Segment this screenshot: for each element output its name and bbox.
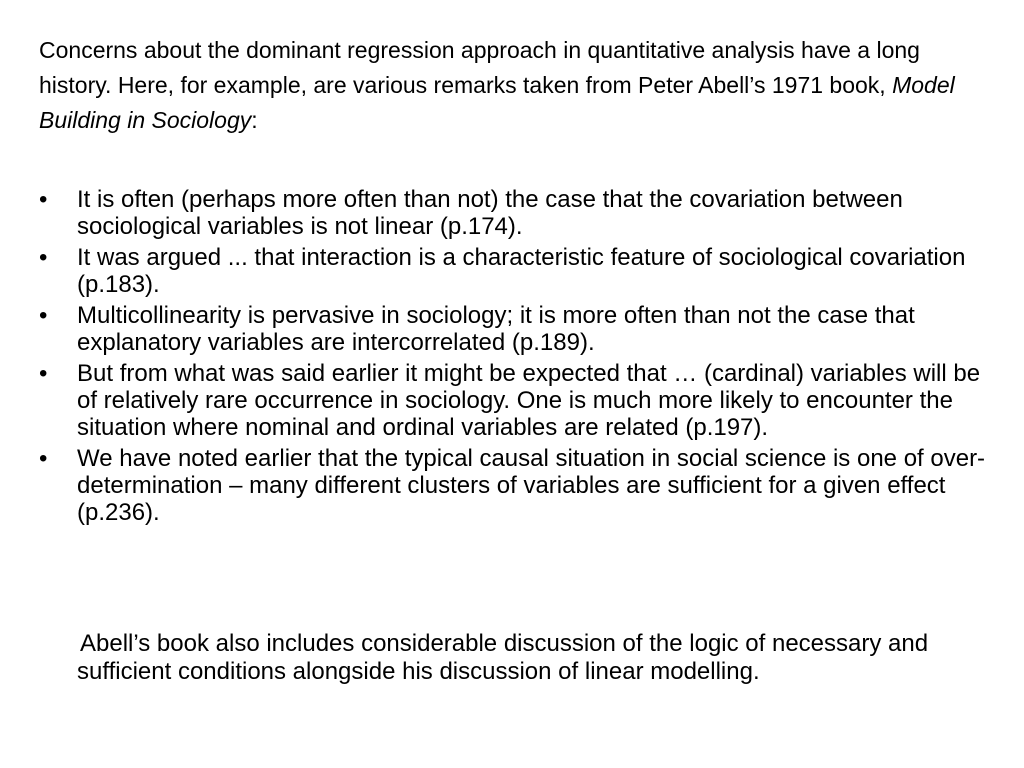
intro-paragraph <box>39 33 989 138</box>
closing-paragraph <box>77 630 977 686</box>
quote-list <box>39 186 999 530</box>
list-item <box>39 186 999 240</box>
intro-text-before: Concerns about the dominant regression approach in quantitative analysis have a long history. Here, for example, are various remarks taken from Peter Abell’s 1971 book, <box>39 37 920 98</box>
list-item-text: Multicollinearity is pervasive in sociology; it is more often than not the case that explanatory variables are intercorrelated (p.189). <box>77 302 915 356</box>
list-item <box>39 244 999 298</box>
list-item-text: It was argued ... that interaction is a characteristic feature of sociological covariation (p.183). <box>77 244 966 298</box>
bullet-icon: • <box>39 244 48 271</box>
closing-text: Abell’s book also includes considerable discussion of the logic of necessary and sufficient conditions alongside his discussion of linear modelling. <box>77 630 929 685</box>
intro-text-after: : <box>251 107 258 133</box>
bullet-icon: • <box>39 445 48 472</box>
list-item-text: It is often (perhaps more often than not) the case that the covariation between sociological variables is not linear (p.174). <box>77 186 903 240</box>
list-item <box>39 445 999 526</box>
list-item-text: But from what was said earlier it might be expected that … (cardinal) variables will be of relatively rare occurrence in sociology. One is much more likely to encounter the situation where nominal and ordinal variables are related (p.197). <box>77 360 981 441</box>
list-item <box>39 302 999 356</box>
bullet-icon: • <box>39 360 48 387</box>
book-title: Model Building in Sociology <box>39 72 955 133</box>
list-item-text: We have noted earlier that the typical causal situation in social science is one of over-determination – many different clusters of variables are sufficient for a given effect (p.236). <box>77 445 986 526</box>
list-item <box>39 360 999 441</box>
bullet-icon: • <box>39 302 48 329</box>
bullet-icon: • <box>39 186 48 213</box>
